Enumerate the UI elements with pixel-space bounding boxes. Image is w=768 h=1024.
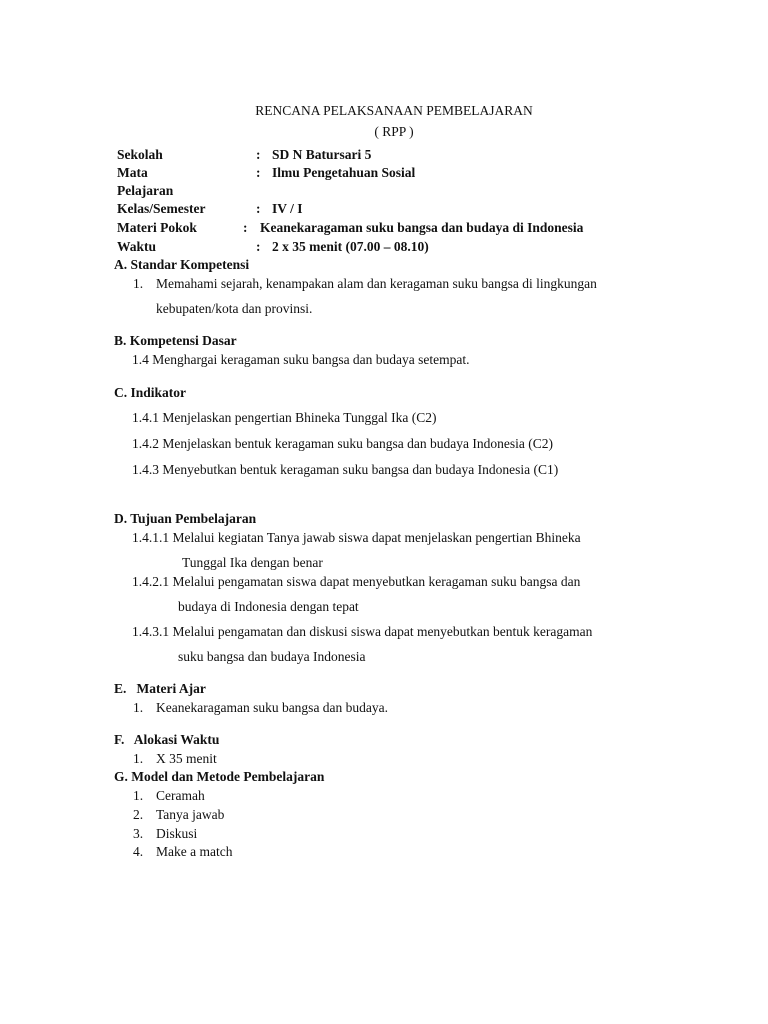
list-item: 1.4.2 Menjelaskan bentuk keragaman suku bangsa dan budaya Indonesia (C2) — [132, 436, 554, 451]
identity-label-waktu: Waktu — [117, 239, 157, 254]
list-item: Ceramah — [156, 788, 205, 803]
section-heading-f: F. Alokasi Waktu — [114, 732, 220, 747]
identity-sep: : — [256, 201, 261, 216]
list-item: 1.4.3 Menyebutkan bentuk keragaman suku bangsa dan budaya Indonesia (C1) — [132, 462, 559, 477]
section-heading-b: B. Kompetensi Dasar — [114, 333, 237, 348]
section-heading-c: C. Indikator — [114, 385, 187, 400]
section-heading-g: G. Model dan Metode Pembelajaran — [114, 769, 325, 784]
identity-sep: : — [256, 147, 261, 162]
list-item: Memahami sejarah, kenampakan alam dan keragaman suku bangsa di lingkungan — [156, 276, 597, 291]
list-item: Diskusi — [156, 826, 198, 841]
list-number: 4. — [133, 844, 144, 859]
list-item: Make a match — [156, 844, 233, 859]
section-heading-a: A. Standar Kompetensi — [114, 257, 250, 272]
list-number: 3. — [133, 826, 144, 841]
document-subtitle: ( RPP ) — [374, 124, 414, 139]
list-number: 1. — [133, 700, 144, 715]
identity-value-sekolah: SD N Batursari 5 — [272, 147, 372, 162]
list-number: 2. — [133, 807, 144, 822]
list-item: 1.4.1 Menjelaskan pengertian Bhineka Tunggal Ika (C2) — [132, 410, 437, 425]
list-item: X 35 menit — [156, 751, 217, 766]
identity-value-materi: Keanekaragaman suku bangsa dan budaya di Indonesia — [260, 220, 584, 235]
list-item: Keanekaragaman suku bangsa dan budaya. — [156, 700, 389, 715]
identity-label-sekolah: Sekolah — [117, 147, 163, 162]
list-item: 1.4 Menghargai keragaman suku bangsa dan budaya setempat. — [132, 352, 470, 367]
list-item-continuation: budaya di Indonesia dengan tepat — [178, 599, 359, 614]
list-item: Tanya jawab — [156, 807, 225, 822]
identity-label-materi: Materi Pokok — [117, 220, 197, 235]
list-item-continuation: suku bangsa dan budaya Indonesia — [178, 649, 366, 664]
identity-value-waktu: 2 x 35 menit (07.00 – 08.10) — [272, 239, 429, 254]
identity-label-mata-cont: Pelajaran — [117, 183, 174, 198]
identity-sep: : — [243, 220, 248, 235]
document-title: RENCANA PELAKSANAAN PEMBELAJARAN — [255, 103, 533, 118]
list-item: 1.4.2.1 Melalui pengamatan siswa dapat menyebutkan keragaman suku bangsa dan — [132, 574, 581, 589]
identity-value-kelas: IV / I — [272, 201, 303, 216]
identity-value-mata-pelajaran: Ilmu Pengetahuan Sosial — [272, 165, 416, 180]
identity-sep: : — [256, 165, 261, 180]
list-item: 1.4.3.1 Melalui pengamatan dan diskusi siswa dapat menyebutkan bentuk keragaman — [132, 624, 593, 639]
list-number: 1. — [133, 788, 144, 803]
list-item: 1.4.1.1 Melalui kegiatan Tanya jawab siswa dapat menjelaskan pengertian Bhineka — [132, 530, 581, 545]
section-heading-e: E. Materi Ajar — [114, 681, 206, 696]
list-number: 1. — [133, 276, 144, 291]
list-item-continuation: kebupaten/kota dan provinsi. — [156, 301, 313, 316]
identity-label-mata: Mata — [117, 165, 148, 180]
section-heading-d: D. Tujuan Pembelajaran — [114, 511, 257, 526]
list-number: 1. — [133, 751, 144, 766]
identity-label-kelas: Kelas/Semester — [117, 201, 206, 216]
list-item-continuation: Tunggal Ika dengan benar — [182, 555, 323, 570]
identity-sep: : — [256, 239, 261, 254]
